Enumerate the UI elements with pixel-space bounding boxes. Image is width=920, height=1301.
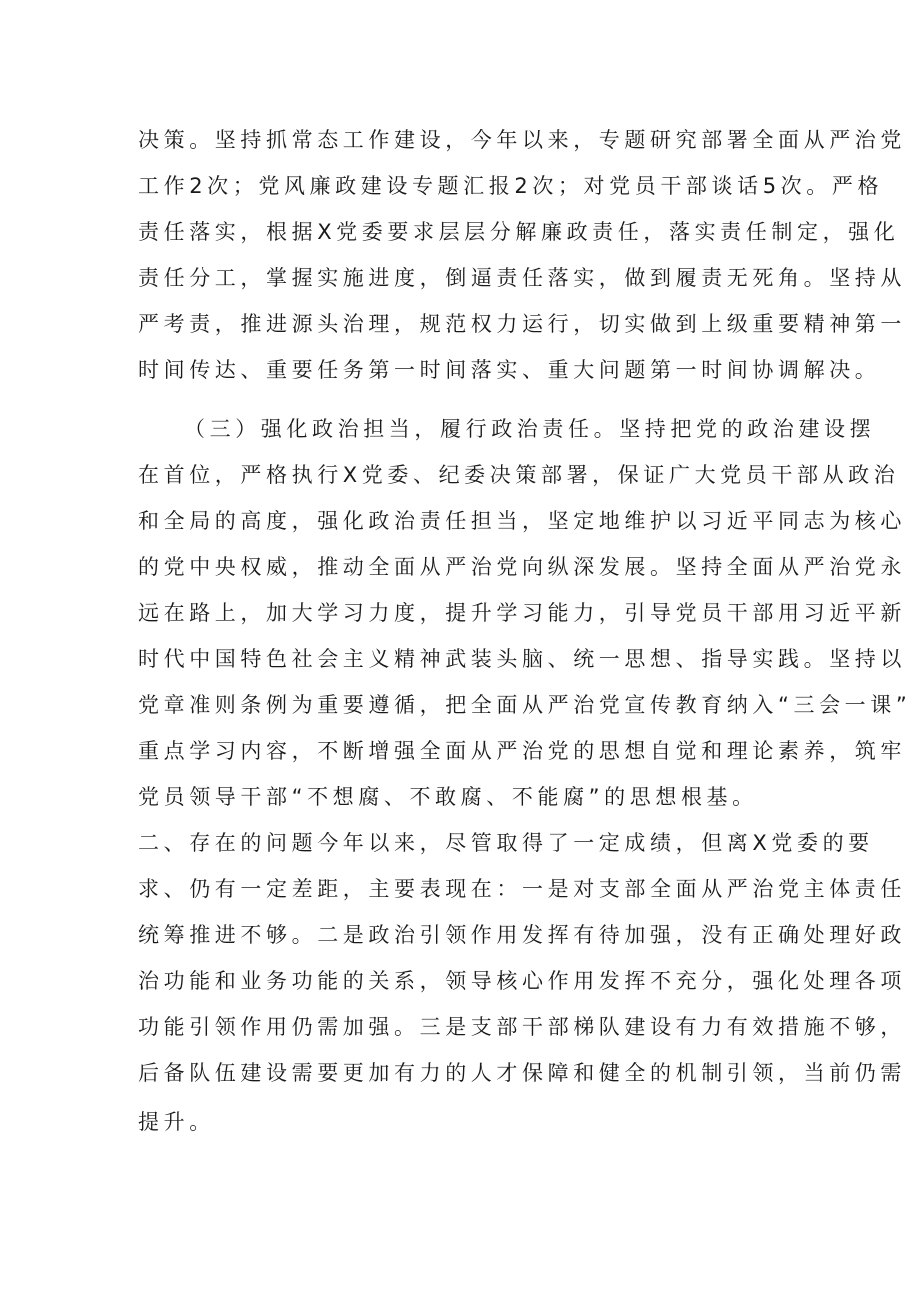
- text-line: 党员领导干部“不想腐、不敢腐、不能腐”的思想根基。: [138, 785, 758, 809]
- text-line: 决策。坚持抓常态工作建设，今年以来，专题研究部署全面从严治党: [138, 128, 906, 152]
- text-line: 后备队伍建设需要更加有力的人才保障和健全的机制引领，当前仍需: [138, 1061, 906, 1085]
- text-line: 的党中央权威，推动全面从严治党向纵深发展。坚持全面从严治党永: [138, 555, 906, 579]
- text-line: 重点学习内容，不断增强全面从严治党的思想自觉和理论素养，筑牢: [138, 739, 906, 763]
- text-line: 在首位，严格执行X党委、纪委决策部署，保证广大党员干部从政治: [138, 463, 900, 487]
- text-line: 治功能和业务功能的关系，领导核心作用发挥不充分，强化处理各项: [138, 969, 906, 993]
- text-line: 远在路上，加大学习力度，提升学习能力，引导党员干部用习近平新: [138, 601, 906, 625]
- text-line: 统筹推进不够。二是政治引领作用发挥有待加强，没有正确处理好政: [138, 923, 906, 947]
- section-heading-line: 二、存在的问题今年以来，尽管取得了一定成绩，但离X党委的要: [138, 831, 874, 855]
- text-line: 严考责，推进源头治理，规范权力运行，切实做到上级重要精神第一: [138, 312, 906, 336]
- text-line: 责任落实，根据X党委要求层层分解廉政责任，落实责任制定，强化: [138, 220, 900, 244]
- text-line: 提升。: [138, 1110, 215, 1134]
- section-heading-line: （三）强化政治担当，履行政治责任。坚持把党的政治建设摆: [184, 417, 876, 441]
- text-line: 时代中国特色社会主义精神武装头脑、统一思想、指导实践。坚持以: [138, 647, 906, 671]
- text-line: 功能引领作用仍需加强。三是支部干部梯队建设有力有效措施不够，: [138, 1015, 906, 1039]
- text-line: 工作2次；党风廉政建设专题汇报2次；对党员干部谈话5次。严格: [138, 174, 884, 198]
- text-line: 求、仍有一定差距，主要表现在：一是对支部全面从严治党主体责任: [138, 877, 906, 901]
- text-line: 时间传达、重要任务第一时间落实、重大问题第一时间协调解决。: [138, 358, 881, 382]
- text-line: 责任分工，掌握实施进度，倒逼责任落实，做到履责无死角。坚持从: [138, 266, 906, 290]
- text-line: 和全局的高度，强化政治责任担当，坚定地维护以习近平同志为核心: [138, 509, 906, 533]
- text-line: 党章准则条例为重要遵循，把全面从严治党宣传教育纳入“三会一课”: [138, 693, 912, 717]
